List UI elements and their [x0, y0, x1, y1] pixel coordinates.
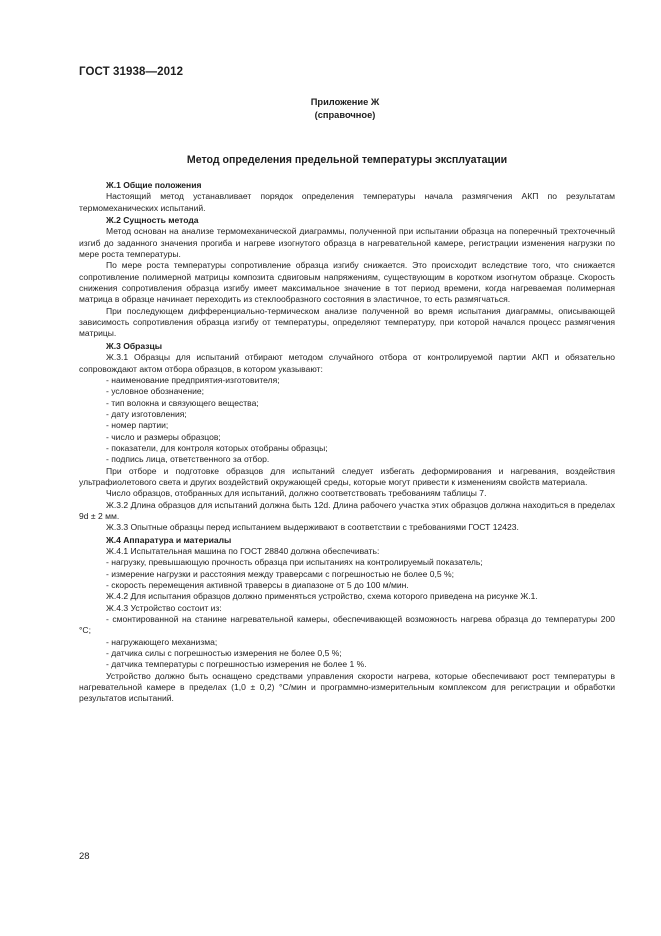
- list-item: - скорость перемещения активной траверсы в диапазоне от 5 до 100 м/мин.: [106, 580, 409, 591]
- paragraph: Число образцов, отобранных для испытаний, должно соответствовать требованиям таблицы 7.: [106, 488, 487, 499]
- paragraph: Ж.3.3 Опытные образцы перед испытанием выдерживают в соответствии с требованиями ГОСТ 12423.: [106, 522, 519, 533]
- list-item: - наименование предприятия-изготовителя;: [106, 374, 280, 385]
- subsection-heading: Ж.3 Образцы: [106, 340, 163, 351]
- paragraph: Ж.4.1 Испытательная машина по ГОСТ 28840 должна обеспечивать:: [106, 546, 380, 556]
- subsection-heading: Ж.2 Сущность метода: [106, 215, 199, 226]
- appendix-heading: [200, 96, 490, 122]
- list-item: - датчика температуры с погрешностью измерения не более 1 %.: [106, 659, 367, 670]
- list-item: - номер партии;: [106, 420, 169, 431]
- list-item: - показатели, для контроля которых отобраны образцы;: [106, 442, 328, 453]
- list-item: - измерение нагрузки и расстояния между траверсами с погрешностью не более 0,5 %;: [106, 568, 455, 579]
- page-number: 28: [79, 851, 90, 862]
- list-item: - дату изготовления;: [106, 408, 187, 419]
- paragraph: Ж.4.3 Устройство состоит из:: [106, 602, 222, 613]
- standard-code: ГОСТ 31938—2012: [79, 66, 184, 78]
- paragraph: Ж.4.2 Для испытания образцов должно применяться устройство, схема которого приведена на рисунке Ж.1.: [106, 591, 538, 602]
- list-item: - число и размеры образцов;: [106, 431, 221, 442]
- list-item: - подпись лица, ответственного за отбор.: [106, 454, 270, 465]
- list-item: - условное обозначение;: [106, 386, 204, 397]
- paragraph: Ж.3.2 Длина образцов для испытаний должна быть 12d. Длина рабочего участка этих образцов должна находиться в пределах 9d ± 2 мм.: [79, 499, 615, 521]
- list-item: - нагрузку, превышающую прочность образца при испытаниях на контролируемый показатель;: [106, 557, 483, 568]
- section-title: Метод определения предельной температуры эксплуатации: [186, 154, 508, 166]
- list-item: - датчика силы с погрешностью измерения не более 0,5 %;: [106, 648, 342, 659]
- paragraph: - смонтированной на станине нагревательной камеры, обеспечивающей возможность нагрева образца до температуры 200 °С;: [79, 614, 615, 636]
- paragraph: Ж.3.1 Образцы для испытаний отбирают методом случайного отбора от контролируемой партии АКП и обязательно сопровождают актом отбора образцов, в котором указывают:: [79, 352, 615, 374]
- appendix-kind: (справочное): [314, 110, 376, 120]
- list-item: - нагружающего механизма;: [106, 636, 218, 647]
- list-item: - тип волокна и связующего вещества;: [106, 397, 259, 408]
- subsection-heading: Ж.1 Общие положения: [106, 180, 202, 190]
- paragraph: При отборе и подготовке образцов для испытаний следует избегать деформирования и нагревания, воздействия ультрафиолетового света и других воздействий окружающей среды, которые могут привести к изменениям свойств материала.: [79, 465, 615, 487]
- paragraph: Метод основан на анализе термомеханической диаграммы, полученной при испытании образца на поперечный трехточечный изгиб до заданного значения прогиба и нагреве изогнутого образца в нагревательной камере, регистрации изменения нагрузки по мере роста температуры.: [79, 226, 615, 260]
- document-body: [79, 179, 615, 705]
- paragraph: Устройство должно быть оснащено средствами управления скорости нагрева, которые обеспечивают рост температуры в нагревательной камере в пределах (1,0 ± 0,2) °С/мин и программно-измерительным комплексом для регистрации и обработки результатов испытаний.: [79, 670, 615, 704]
- paragraph: Настоящий метод устанавливает порядок определения температуры начала размягчения АКП по результатам термомеханических испытаний.: [79, 191, 615, 213]
- paragraph: По мере роста температуры сопротивление образца изгибу снижается. Это происходит вследствие того, что снижается сопротивление полимерной матрицы композита сдвиговым напряжениям, существующим в коротком изогнутом образце. Скорость снижения сопротивления образца изгибу имеет максимальное значение в тот период времени, когда нагреваемая полимерная матрица в образце начинает переходить из стеклообразного состояния в эластичное, то есть размягчаться.: [79, 260, 615, 305]
- subsection-heading: Ж.4 Аппаратура и материалы: [106, 534, 232, 545]
- appendix-title: Приложение Ж: [310, 97, 380, 107]
- paragraph: При последующем дифференциально-термическом анализе полученной во время испытания диаграммы, описывающей зависимость сопротивления образца изгибу от температуры, определяют температуру, при которой начался процесс размягчения матрицы.: [79, 305, 615, 339]
